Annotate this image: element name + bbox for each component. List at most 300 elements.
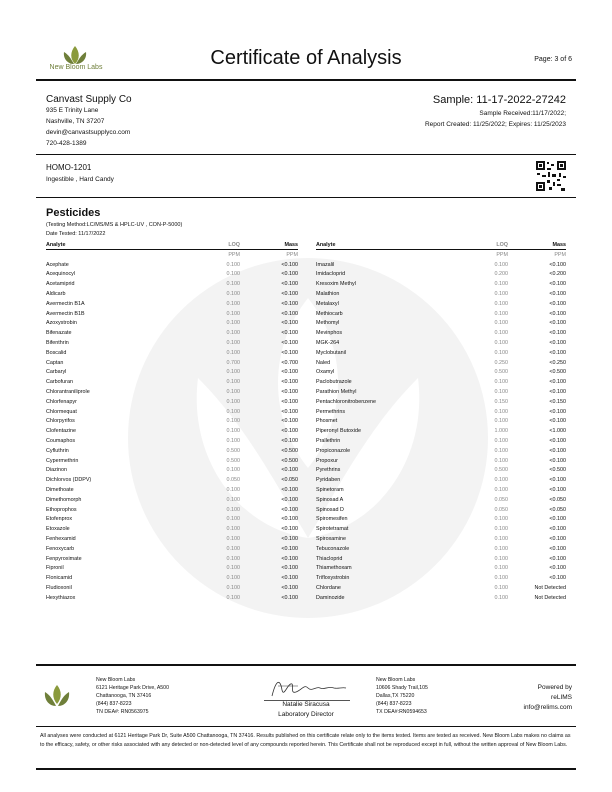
loq-value: 0.050 [494,506,508,513]
table-row [46,554,298,564]
mass-value: <0.500 [281,457,298,464]
loq-value: 0.100 [494,516,508,523]
mass-value: <0.100 [281,575,298,582]
header-divider [36,79,576,81]
table-row [316,554,566,564]
mass-value: <0.100 [281,291,298,298]
table-row [316,328,566,338]
table-row [316,319,566,329]
mass-value: <0.100 [549,487,566,494]
loq-value: 0.100 [494,584,508,591]
lab1-city: Chattanooga, TN 37416 [96,693,152,699]
analyte-name: Piperonyl Butoxide [316,428,361,435]
mass-value: <0.100 [281,487,298,494]
analyte-name: Spirotetramat [316,526,349,533]
loq-value: 0.100 [494,438,508,445]
column-header-loq: LOQ [196,240,240,250]
loq-value: 1.000 [494,428,508,435]
analyte-name: Diazinon [46,467,67,474]
table-row [46,593,298,603]
loq-value: 0.100 [226,536,240,542]
analyte-name: Imazalil [316,261,335,268]
table-row [46,279,298,289]
mass-value: <0.100 [281,584,298,591]
lab1-address [96,676,169,716]
loq-value: 0.700 [226,359,240,366]
report-dates: Report Created: 11/25/2022; Expires: 11/25/2023 [424,121,566,128]
unit-blank [46,250,196,260]
mass-value: <0.100 [281,565,298,572]
table-row [46,466,298,476]
lab1-name: New Bloom Labs [96,677,136,683]
mass-value: <0.100 [281,545,298,552]
table-row [46,475,298,485]
lab2-city: Dallas,TX 75220 [376,693,415,699]
mass-value: <0.100 [281,369,298,376]
mass-value: <0.100 [281,320,298,327]
table-row [316,466,566,476]
loq-value: 0.100 [494,320,508,327]
powered-by [492,683,572,713]
loq-value: 0.100 [494,487,508,494]
loq-value: 0.050 [226,477,240,484]
analyte-name: Oxamyl [316,369,335,376]
loq-value: 0.100 [494,261,508,268]
product-name: HOMO-1201 [46,163,92,172]
loq-value: 0.100 [226,496,240,503]
disclaimer: All analyses were conducted at 6121 Heritage Park Dr, Suite A500 Chattanooga, TN 37416. Results published on this certificate relate only to the items tested. Items are tested as received. New Bloom Labs makes no claims as to the efficacy, safety, or other risks associated with any detected or non-detected level of any compounds reported herein. This Certificate shall not be reproduced except in full, without the written approval of New Bloom Labs. [40,733,571,748]
table-row [46,446,298,456]
loq-value: 0.100 [494,291,508,298]
analyte-name: Ethoprophos [46,506,77,513]
product-divider [36,197,576,198]
mass-value: <0.100 [549,477,566,484]
table-row [46,338,298,348]
analyte-name: Spiromesifen [316,516,348,523]
analyte-name: Propiconazole [316,447,351,454]
mass-value: <0.100 [549,526,566,533]
loq-value: 0.100 [226,320,240,327]
mass-value: <0.100 [281,281,298,288]
analyte-name: Spinosad A [316,496,344,503]
analyte-name: Fludioxonil [46,584,72,591]
analyte-name: Prallethrin [316,438,341,445]
lab-logo-text: New Bloom Labs [49,64,103,71]
mass-value: <0.100 [549,447,566,454]
loq-value: 0.100 [494,389,508,396]
section-title: Pesticides [46,207,101,219]
mass-value: <0.100 [281,349,298,356]
loq-value: 0.100 [226,506,240,513]
table-row [316,505,566,515]
qr-code [535,160,567,192]
loq-value: 0.100 [226,398,240,405]
mass-value: <0.100 [281,340,298,347]
analyte-name: Chlorfenapyr [46,398,77,405]
table-row [316,338,566,348]
analyte-name: Fenpyroximate [46,555,82,562]
loq-value: 0.500 [494,467,508,474]
table-row [46,505,298,515]
mass-value: <0.100 [281,428,298,435]
mass-value: <0.100 [549,320,566,327]
loq-value: 0.100 [494,575,508,582]
mass-value: <0.100 [281,310,298,317]
footer-divider-top [36,664,576,666]
results-table-left [46,240,298,603]
table-row [316,515,566,525]
analyte-name: Malathion [316,291,340,298]
mass-value: <0.100 [549,261,566,268]
analyte-name: Clofentazine [46,428,76,435]
analyte-name: Etofenprox [46,516,73,523]
table-row [316,260,566,270]
analyte-name: Avermectin B1B [46,310,85,317]
table-row [46,377,298,387]
analyte-name: Methiocarb [316,310,343,317]
loq-value: 0.100 [226,261,240,268]
analyte-name: Dimethomorph [46,496,82,503]
analyte-name: Imidacloprid [316,271,346,278]
loq-value: 0.100 [226,271,240,278]
table-row [316,407,566,417]
sample-id: Sample: 11-17-2022-27242 [432,94,566,106]
table-row [316,417,566,427]
table-row [46,456,298,466]
column-header-analyte: Analyte [316,240,456,250]
table-row [46,426,298,436]
loq-value: 0.100 [494,310,508,317]
table-row [46,407,298,417]
loq-unit: PPM [496,251,508,258]
mass-value: <0.100 [549,516,566,523]
date-tested: Date Tested: 11/17/2022 [46,231,106,237]
loq-value: 0.100 [226,340,240,347]
analyte-name: Bifenthrin [46,340,69,347]
mass-value: <0.100 [281,516,298,523]
table-row [46,524,298,534]
mass-value: <0.100 [281,330,298,337]
analyte-name: Fipronil [46,565,64,572]
analyte-name: Avermectin B1A [46,300,85,307]
loq-value: 0.100 [226,330,240,337]
mass-value: <0.100 [281,300,298,307]
mass-value: <0.500 [549,467,566,474]
analyte-name: Pyridaben [316,477,341,484]
analyte-name: Trifloxystrobin [316,575,350,582]
loq-value: 0.100 [226,428,240,435]
sample-received: Sample Received:11/17/2022; [479,110,566,117]
loq-value: 0.100 [226,545,240,552]
analyte-name: Chlorantraniliprole [46,389,90,396]
loq-value: 0.100 [494,594,508,601]
loq-value: 0.100 [226,438,240,445]
mass-value: <0.100 [281,496,298,503]
analyte-name: Cyfluthrin [46,447,69,454]
table-row [316,524,566,534]
mass-value: <0.500 [281,447,298,454]
table-row [316,583,566,593]
analyte-name: Fenhexamid [46,536,76,542]
table-row [46,319,298,329]
lab1-dea: TN DEA#: RN0563975 [96,709,149,715]
analyte-name: Chlorpyrifos [46,418,75,425]
analyte-name: Carbaryl [46,369,67,376]
loq-value: 0.100 [494,281,508,288]
unit-row [46,250,298,260]
analyte-name: Myclobutanil [316,349,346,356]
table-row [46,534,298,544]
footer-divider-bottom [36,768,576,770]
lab2-phone: (844) 837-8223 [376,701,412,707]
loq-value: 0.500 [494,369,508,376]
mass-value: <0.700 [281,359,298,366]
table-row [316,534,566,544]
mass-value: <0.250 [549,359,566,366]
table-row [46,387,298,397]
powered-by-brand: reLIMS [551,694,572,701]
client-divider [36,154,576,155]
loq-value: 0.100 [226,516,240,523]
mass-value: <0.100 [281,555,298,562]
table-row [316,377,566,387]
table-row [316,289,566,299]
analyte-name: Daminozide [316,594,345,601]
mass-value: <0.100 [281,467,298,474]
lab2-name: New Bloom Labs [376,677,416,683]
analyte-name: Spiroxamine [316,536,346,542]
table-row [316,436,566,446]
table-row [316,475,566,485]
loq-value: 0.100 [494,457,508,464]
analyte-name: Fenoxycarb [46,545,75,552]
loq-unit: PPM [228,251,240,258]
table-row [316,279,566,289]
table-row [316,397,566,407]
table-row [316,387,566,397]
mass-value: <0.100 [281,398,298,405]
loq-value: 0.100 [226,584,240,591]
loq-value: 0.100 [494,565,508,572]
column-header-mass: Mass [240,240,298,250]
loq-value: 0.100 [494,526,508,533]
loq-value: 0.100 [494,349,508,356]
footer-leaf-logo-icon [40,684,74,712]
mass-value: <0.100 [549,300,566,307]
mass-value: <0.100 [549,565,566,572]
testing-method: (Testing Method:LC/MS/MS & HPLC-UV , CON-P-5000) [46,222,183,228]
table-row [316,593,566,603]
table-row [316,573,566,583]
lab2-address [376,676,428,716]
table-row [46,289,298,299]
mass-unit: PPM [286,251,298,258]
table-row [316,495,566,505]
table-row [316,456,566,466]
analyte-name: Spinetoram [316,487,344,494]
loq-value: 0.100 [226,349,240,356]
analyte-name: Metalaxyl [316,300,339,307]
mass-value: <0.050 [549,506,566,513]
loq-value: 0.100 [494,477,508,484]
mass-value: <0.100 [549,408,566,415]
lab1-street: 6121 Heritage Park Drive, A500 [96,685,169,691]
loq-value: 0.100 [226,291,240,298]
loq-value: 0.100 [226,575,240,582]
analyte-name: MGK-264 [316,340,340,347]
table-row [316,446,566,456]
analyte-name: Dimethoate [46,487,74,494]
mass-value: <0.100 [549,379,566,386]
analyte-name: Thiamethoxam [316,565,352,572]
analyte-name: Permethrins [316,408,346,415]
mass-value: <0.100 [281,379,298,386]
table-row [316,485,566,495]
mass-value: <0.100 [549,575,566,582]
table-row [316,564,566,574]
mass-value: <0.100 [281,506,298,513]
table-row [46,270,298,280]
client-address: 935 E Trinity Lane [46,107,99,114]
table-row [46,544,298,554]
mass-value: Not Detected [534,584,566,591]
lab2-street: 10606 Shady Trail,105 [376,685,428,691]
loq-value: 0.100 [226,379,240,386]
table-row [46,573,298,583]
table-row [46,348,298,358]
mass-value: <0.100 [549,418,566,425]
analyte-name: Azoxystrobin [46,320,77,327]
loq-value: 0.150 [494,398,508,405]
results-table-right [316,240,566,603]
mass-value: <0.100 [549,349,566,356]
loq-value: 0.500 [226,457,240,464]
signature [258,676,358,702]
mass-value: <0.100 [549,330,566,337]
table-row [46,397,298,407]
mass-value: <0.100 [281,261,298,268]
lab2-dea: TX DEA#:RN0594653 [376,709,427,715]
client-name: Canvast Supply Co [46,94,132,105]
unit-blank [316,250,456,260]
table-row [316,368,566,378]
mass-value: <0.150 [549,398,566,405]
loq-value: 0.200 [494,271,508,278]
loq-value: 0.250 [494,359,508,366]
analyte-name: Mevinphos [316,330,343,337]
analyte-name: Pentachloronitrobenzene [316,398,376,405]
client-phone: 720-428-1389 [46,140,87,147]
table-row [46,485,298,495]
signer-title: Laboratory Director [278,711,334,718]
analyte-name: Bifenazate [46,330,72,337]
analyte-name: Aldicarb [46,291,66,298]
mass-value: <0.100 [549,555,566,562]
analyte-name: Phosmet [316,418,338,425]
mass-value: <0.200 [549,271,566,278]
analyte-name: Thiacloprid [316,555,343,562]
mass-value: <0.100 [549,310,566,317]
loq-value: 0.100 [494,545,508,552]
mass-value: <0.100 [549,340,566,347]
analyte-name: Spinosad D [316,506,344,513]
mass-value: <0.100 [549,545,566,552]
analyte-name: Cypermethrin [46,457,79,464]
analyte-name: Captan [46,359,64,366]
table-row [46,583,298,593]
mass-value: <0.500 [549,369,566,376]
mass-value: <0.100 [281,389,298,396]
mass-value: <0.100 [281,418,298,425]
table-row [46,436,298,446]
loq-value: 0.100 [226,594,240,601]
analyte-name: Methomyl [316,320,340,327]
analyte-name: Dichlorvos (DDPV) [46,477,92,484]
table-row [316,544,566,554]
loq-value: 0.100 [494,536,508,542]
loq-value: 0.500 [226,447,240,454]
mass-value: <0.100 [549,457,566,464]
page-number: Page: 3 of 6 [534,56,572,63]
loq-value: 0.100 [226,555,240,562]
loq-value: 0.100 [494,447,508,454]
lab1-phone: (844) 837-8223 [96,701,132,707]
loq-value: 0.100 [226,300,240,307]
analyte-name: Coumaphos [46,438,76,445]
mass-value: <0.100 [549,291,566,298]
analyte-name: Propoxur [316,457,338,464]
analyte-name: Acetamiprid [46,281,75,288]
mass-value: <0.100 [549,389,566,396]
loq-value: 0.100 [226,369,240,376]
table-row [316,358,566,368]
powered-by-email[interactable]: info@relims.com [523,704,572,711]
table-row [46,417,298,427]
mass-value: <0.100 [281,271,298,278]
loq-value: 0.100 [494,340,508,347]
loq-value: 0.100 [226,565,240,572]
analyte-name: Etoxazole [46,526,70,533]
loq-value: 0.100 [494,418,508,425]
table-row [46,358,298,368]
analyte-name: Kresoxim Methyl [316,281,356,288]
mass-value: <0.050 [549,496,566,503]
table-row [46,299,298,309]
table-row [46,368,298,378]
analyte-name: Flonicamid [46,575,73,582]
analyte-name: Boscalid [46,349,67,356]
loq-value: 0.100 [226,487,240,494]
mass-value: <0.100 [281,526,298,533]
table-row [46,495,298,505]
column-header-loq: LOQ [456,240,508,250]
table-row [46,328,298,338]
unit-row [316,250,566,260]
loq-value: 0.050 [494,496,508,503]
analyte-name: Hexythiazox [46,594,76,601]
mass-value: <0.100 [549,536,566,542]
table-row [316,426,566,436]
table-row [46,515,298,525]
analyte-name: Naled [316,359,331,366]
analyte-name: Tebuconazole [316,545,350,552]
table-row [316,270,566,280]
analyte-name: Chlormequat [46,408,77,415]
mass-value: <0.100 [281,438,298,445]
loq-value: 0.100 [494,379,508,386]
table-row [316,299,566,309]
mass-value: <0.100 [281,408,298,415]
